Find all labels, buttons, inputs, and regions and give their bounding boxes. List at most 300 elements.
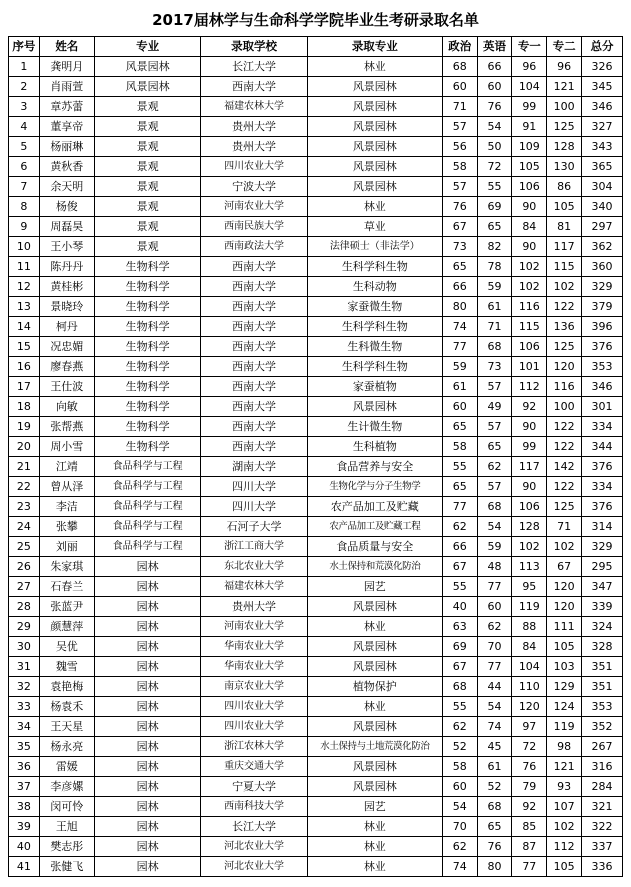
cell-politics: 69	[442, 637, 477, 657]
cell-total: 347	[581, 577, 622, 597]
cell-no: 7	[9, 177, 40, 197]
cell-program: 林业	[307, 837, 442, 857]
cell-no: 6	[9, 157, 40, 177]
cell-major: 生物科学	[94, 257, 200, 277]
column-header-english: 英语	[477, 37, 512, 57]
cell-name: 陈丹丹	[39, 257, 94, 277]
table-row	[9, 717, 623, 737]
cell-total: 267	[581, 737, 622, 757]
cell-no: 8	[9, 197, 40, 217]
cell-name: 王小琴	[39, 237, 94, 257]
table-row	[9, 657, 623, 677]
cell-school: 西南大学	[201, 257, 307, 277]
cell-english: 66	[477, 57, 512, 77]
cell-no: 2	[9, 77, 40, 97]
cell-major-two: 142	[547, 457, 582, 477]
cell-school: 重庆交通大学	[201, 757, 307, 777]
cell-major-one: 99	[512, 97, 547, 117]
table-body	[9, 57, 623, 877]
cell-english: 55	[477, 177, 512, 197]
cell-major-two: 120	[547, 597, 582, 617]
cell-name: 刘丽	[39, 537, 94, 557]
cell-total: 304	[581, 177, 622, 197]
cell-school: 南京农业大学	[201, 677, 307, 697]
table-row	[9, 377, 623, 397]
cell-major: 食品科学与工程	[94, 457, 200, 477]
cell-no: 40	[9, 837, 40, 857]
cell-english: 71	[477, 317, 512, 337]
cell-total: 351	[581, 677, 622, 697]
cell-major: 食品科学与工程	[94, 537, 200, 557]
cell-total: 284	[581, 777, 622, 797]
cell-major-one: 90	[512, 477, 547, 497]
cell-major-two: 112	[547, 837, 582, 857]
cell-no: 16	[9, 357, 40, 377]
cell-politics: 67	[442, 657, 477, 677]
cell-name: 杨俊	[39, 197, 94, 217]
cell-program: 生计微生物	[307, 417, 442, 437]
cell-politics: 54	[442, 797, 477, 817]
cell-english: 59	[477, 277, 512, 297]
cell-name: 闵可怜	[39, 797, 94, 817]
cell-english: 60	[477, 77, 512, 97]
cell-no: 15	[9, 337, 40, 357]
cell-major: 园林	[94, 577, 200, 597]
cell-school: 西南大学	[201, 377, 307, 397]
table-row	[9, 237, 623, 257]
cell-politics: 55	[442, 697, 477, 717]
cell-major-one: 76	[512, 757, 547, 777]
cell-program: 家蚕微生物	[307, 297, 442, 317]
cell-major-one: 102	[512, 537, 547, 557]
cell-name: 王仕波	[39, 377, 94, 397]
cell-english: 65	[477, 437, 512, 457]
cell-politics: 76	[442, 197, 477, 217]
cell-name: 龚明月	[39, 57, 94, 77]
table-row	[9, 317, 623, 337]
cell-name: 吴优	[39, 637, 94, 657]
cell-english: 57	[477, 417, 512, 437]
cell-name: 袁艳梅	[39, 677, 94, 697]
cell-school: 西南大学	[201, 317, 307, 337]
cell-name: 章苏蕾	[39, 97, 94, 117]
cell-no: 23	[9, 497, 40, 517]
table-row	[9, 197, 623, 217]
cell-program: 风景园林	[307, 717, 442, 737]
cell-politics: 66	[442, 537, 477, 557]
cell-total: 314	[581, 517, 622, 537]
cell-program: 风景园林	[307, 117, 442, 137]
cell-major-two: 122	[547, 297, 582, 317]
cell-school: 西南大学	[201, 277, 307, 297]
cell-english: 68	[477, 497, 512, 517]
cell-program: 农产品加工及贮藏工程	[307, 517, 442, 537]
cell-no: 24	[9, 517, 40, 537]
cell-english: 59	[477, 537, 512, 557]
cell-program: 风景园林	[307, 597, 442, 617]
cell-major-one: 105	[512, 157, 547, 177]
cell-program: 生物化学与分子生物学	[307, 477, 442, 497]
cell-english: 61	[477, 757, 512, 777]
cell-no: 3	[9, 97, 40, 117]
cell-school: 湖南大学	[201, 457, 307, 477]
cell-major-one: 104	[512, 657, 547, 677]
table-row	[9, 597, 623, 617]
cell-major: 园林	[94, 797, 200, 817]
cell-total: 334	[581, 477, 622, 497]
cell-major: 园林	[94, 817, 200, 837]
cell-name: 张攀	[39, 517, 94, 537]
cell-major-one: 110	[512, 677, 547, 697]
cell-total: 346	[581, 97, 622, 117]
cell-major: 园林	[94, 857, 200, 877]
table-row	[9, 137, 623, 157]
cell-major: 风景园林	[94, 57, 200, 77]
cell-no: 30	[9, 637, 40, 657]
cell-no: 20	[9, 437, 40, 457]
cell-school: 浙江农林大学	[201, 737, 307, 757]
cell-english: 77	[477, 577, 512, 597]
cell-program: 林业	[307, 857, 442, 877]
cell-school: 福建农林大学	[201, 577, 307, 597]
cell-school: 贵州大学	[201, 137, 307, 157]
cell-major: 生物科学	[94, 357, 200, 377]
cell-major-one: 113	[512, 557, 547, 577]
cell-major-one: 115	[512, 317, 547, 337]
cell-total: 353	[581, 697, 622, 717]
cell-major-one: 87	[512, 837, 547, 857]
cell-major-two: 105	[547, 197, 582, 217]
cell-major: 生物科学	[94, 377, 200, 397]
cell-major-one: 102	[512, 277, 547, 297]
cell-major-one: 116	[512, 297, 547, 317]
cell-major: 园林	[94, 737, 200, 757]
cell-name: 王旭	[39, 817, 94, 837]
cell-name: 王天星	[39, 717, 94, 737]
cell-name: 黄秋香	[39, 157, 94, 177]
cell-major-two: 125	[547, 117, 582, 137]
cell-major-one: 102	[512, 257, 547, 277]
cell-name: 樊志彤	[39, 837, 94, 857]
cell-major-two: 121	[547, 77, 582, 97]
cell-major-two: 102	[547, 817, 582, 837]
cell-school: 四川大学	[201, 497, 307, 517]
cell-politics: 62	[442, 717, 477, 737]
cell-major-two: 124	[547, 697, 582, 717]
cell-english: 50	[477, 137, 512, 157]
cell-program: 植物保护	[307, 677, 442, 697]
table-row	[9, 277, 623, 297]
cell-name: 石春兰	[39, 577, 94, 597]
cell-major: 生物科学	[94, 437, 200, 457]
cell-major: 生物科学	[94, 417, 200, 437]
cell-total: 351	[581, 657, 622, 677]
cell-program: 食品营养与安全	[307, 457, 442, 477]
cell-name: 况忠媚	[39, 337, 94, 357]
cell-major: 园林	[94, 597, 200, 617]
cell-school: 贵州大学	[201, 117, 307, 137]
cell-major: 食品科学与工程	[94, 497, 200, 517]
cell-major-two: 116	[547, 377, 582, 397]
cell-politics: 55	[442, 577, 477, 597]
table-row	[9, 777, 623, 797]
cell-politics: 62	[442, 837, 477, 857]
cell-english: 70	[477, 637, 512, 657]
table-row	[9, 577, 623, 597]
cell-major-one: 128	[512, 517, 547, 537]
cell-major-one: 84	[512, 637, 547, 657]
cell-program: 生科动物	[307, 277, 442, 297]
cell-major-two: 120	[547, 357, 582, 377]
cell-major-one: 97	[512, 717, 547, 737]
cell-major-two: 115	[547, 257, 582, 277]
cell-school: 华南农业大学	[201, 657, 307, 677]
cell-english: 76	[477, 97, 512, 117]
cell-politics: 65	[442, 477, 477, 497]
cell-name: 黄桂彬	[39, 277, 94, 297]
cell-name: 周磊昊	[39, 217, 94, 237]
admission-roster-table	[8, 36, 623, 877]
cell-major-two: 102	[547, 537, 582, 557]
cell-school: 浙江工商大学	[201, 537, 307, 557]
cell-school: 西南大学	[201, 417, 307, 437]
table-row	[9, 617, 623, 637]
table-header-row	[9, 37, 623, 57]
cell-major: 景观	[94, 117, 200, 137]
cell-total: 365	[581, 157, 622, 177]
cell-major: 园林	[94, 657, 200, 677]
cell-english: 69	[477, 197, 512, 217]
cell-major: 景观	[94, 197, 200, 217]
table-row	[9, 297, 623, 317]
cell-major-one: 117	[512, 457, 547, 477]
cell-program: 园艺	[307, 577, 442, 597]
cell-english: 68	[477, 337, 512, 357]
cell-no: 31	[9, 657, 40, 677]
table-row	[9, 257, 623, 277]
cell-major-two: 129	[547, 677, 582, 697]
cell-major: 景观	[94, 237, 200, 257]
cell-major-two: 100	[547, 397, 582, 417]
cell-major: 景观	[94, 157, 200, 177]
table-row	[9, 557, 623, 577]
cell-name: 朱家琪	[39, 557, 94, 577]
cell-total: 376	[581, 337, 622, 357]
cell-major: 景观	[94, 217, 200, 237]
cell-school: 贵州大学	[201, 597, 307, 617]
cell-school: 西南大学	[201, 397, 307, 417]
cell-politics: 74	[442, 317, 477, 337]
cell-politics: 61	[442, 377, 477, 397]
column-header-total: 总分	[581, 37, 622, 57]
cell-total: 328	[581, 637, 622, 657]
cell-major-two: 93	[547, 777, 582, 797]
cell-major: 园林	[94, 637, 200, 657]
cell-major-two: 98	[547, 737, 582, 757]
cell-major-one: 85	[512, 817, 547, 837]
cell-english: 57	[477, 377, 512, 397]
cell-major-one: 90	[512, 417, 547, 437]
cell-program: 风景园林	[307, 177, 442, 197]
cell-major: 景观	[94, 97, 200, 117]
table-row	[9, 97, 623, 117]
cell-politics: 62	[442, 517, 477, 537]
cell-total: 327	[581, 117, 622, 137]
table-row	[9, 157, 623, 177]
cell-total: 321	[581, 797, 622, 817]
cell-total: 326	[581, 57, 622, 77]
table-row	[9, 437, 623, 457]
cell-politics: 80	[442, 297, 477, 317]
cell-major: 食品科学与工程	[94, 517, 200, 537]
cell-major-two: 103	[547, 657, 582, 677]
cell-total: 322	[581, 817, 622, 837]
cell-major-one: 90	[512, 237, 547, 257]
cell-total: 316	[581, 757, 622, 777]
cell-total: 376	[581, 457, 622, 477]
cell-program: 林业	[307, 197, 442, 217]
cell-politics: 57	[442, 177, 477, 197]
cell-no: 4	[9, 117, 40, 137]
cell-total: 329	[581, 537, 622, 557]
cell-no: 37	[9, 777, 40, 797]
cell-major: 生物科学	[94, 397, 200, 417]
table-row	[9, 397, 623, 417]
cell-no: 21	[9, 457, 40, 477]
cell-english: 65	[477, 217, 512, 237]
cell-program: 食品质量与安全	[307, 537, 442, 557]
cell-major-one: 109	[512, 137, 547, 157]
cell-program: 风景园林	[307, 777, 442, 797]
cell-name: 李洁	[39, 497, 94, 517]
cell-total: 336	[581, 857, 622, 877]
cell-school: 西南大学	[201, 357, 307, 377]
cell-program: 林业	[307, 817, 442, 837]
cell-no: 38	[9, 797, 40, 817]
cell-program: 林业	[307, 57, 442, 77]
cell-english: 68	[477, 797, 512, 817]
cell-english: 65	[477, 817, 512, 837]
cell-name: 向敏	[39, 397, 94, 417]
cell-total: 334	[581, 417, 622, 437]
table-row	[9, 837, 623, 857]
cell-major-one: 104	[512, 77, 547, 97]
table-row	[9, 497, 623, 517]
table-row	[9, 357, 623, 377]
page-title: 2017届林学与生命科学学院毕业生考研录取名单	[152, 11, 479, 29]
cell-english: 57	[477, 477, 512, 497]
cell-name: 杨袁禾	[39, 697, 94, 717]
cell-politics: 70	[442, 817, 477, 837]
cell-total: 353	[581, 357, 622, 377]
column-header-major: 专业	[94, 37, 200, 57]
cell-no: 17	[9, 377, 40, 397]
cell-politics: 66	[442, 277, 477, 297]
cell-english: 74	[477, 717, 512, 737]
cell-school: 西南民族大学	[201, 217, 307, 237]
cell-politics: 40	[442, 597, 477, 617]
cell-school: 东北农业大学	[201, 557, 307, 577]
cell-major: 园林	[94, 777, 200, 797]
table-row	[9, 797, 623, 817]
cell-major-one: 84	[512, 217, 547, 237]
cell-major-two: 120	[547, 577, 582, 597]
cell-name: 曾从泽	[39, 477, 94, 497]
cell-major: 园林	[94, 557, 200, 577]
column-header-major-one: 专一	[512, 37, 547, 57]
table-row	[9, 417, 623, 437]
table-row	[9, 57, 623, 77]
cell-major-one: 106	[512, 497, 547, 517]
cell-major-two: 122	[547, 477, 582, 497]
cell-major-two: 67	[547, 557, 582, 577]
cell-major-two: 136	[547, 317, 582, 337]
cell-program: 水土保持与土地荒漠化防治	[307, 737, 442, 757]
table-row	[9, 757, 623, 777]
cell-program: 林业	[307, 697, 442, 717]
cell-english: 45	[477, 737, 512, 757]
cell-no: 36	[9, 757, 40, 777]
cell-major-two: 117	[547, 237, 582, 257]
table-row	[9, 637, 623, 657]
table-row	[9, 217, 623, 237]
cell-program: 农产品加工及贮藏	[307, 497, 442, 517]
column-header-politics: 政治	[442, 37, 477, 57]
cell-name: 杨永亮	[39, 737, 94, 757]
cell-no: 39	[9, 817, 40, 837]
cell-total: 379	[581, 297, 622, 317]
cell-major: 风景园林	[94, 77, 200, 97]
cell-politics: 56	[442, 137, 477, 157]
cell-politics: 58	[442, 437, 477, 457]
cell-english: 54	[477, 517, 512, 537]
cell-no: 32	[9, 677, 40, 697]
cell-school: 长江大学	[201, 57, 307, 77]
cell-name: 董享帝	[39, 117, 94, 137]
cell-no: 22	[9, 477, 40, 497]
table-row	[9, 737, 623, 757]
cell-english: 62	[477, 457, 512, 477]
column-header-program: 录取专业	[307, 37, 442, 57]
cell-no: 12	[9, 277, 40, 297]
cell-program: 园艺	[307, 797, 442, 817]
cell-english: 49	[477, 397, 512, 417]
cell-english: 52	[477, 777, 512, 797]
cell-name: 柯丹	[39, 317, 94, 337]
cell-no: 9	[9, 217, 40, 237]
cell-total: 396	[581, 317, 622, 337]
cell-major-two: 125	[547, 337, 582, 357]
cell-school: 宁夏大学	[201, 777, 307, 797]
table-row	[9, 857, 623, 877]
column-header-school: 录取学校	[201, 37, 307, 57]
cell-program: 风景园林	[307, 637, 442, 657]
cell-major-two: 125	[547, 497, 582, 517]
cell-program: 风景园林	[307, 657, 442, 677]
cell-school: 四川农业大学	[201, 717, 307, 737]
column-header-major-two: 专二	[547, 37, 582, 57]
cell-no: 25	[9, 537, 40, 557]
cell-major-two: 122	[547, 437, 582, 457]
cell-school: 西南大学	[201, 77, 307, 97]
cell-program: 法律硕士（非法学）	[307, 237, 442, 257]
cell-major: 景观	[94, 177, 200, 197]
cell-program: 风景园林	[307, 137, 442, 157]
cell-major-two: 100	[547, 97, 582, 117]
cell-no: 29	[9, 617, 40, 637]
cell-major: 食品科学与工程	[94, 477, 200, 497]
cell-no: 34	[9, 717, 40, 737]
